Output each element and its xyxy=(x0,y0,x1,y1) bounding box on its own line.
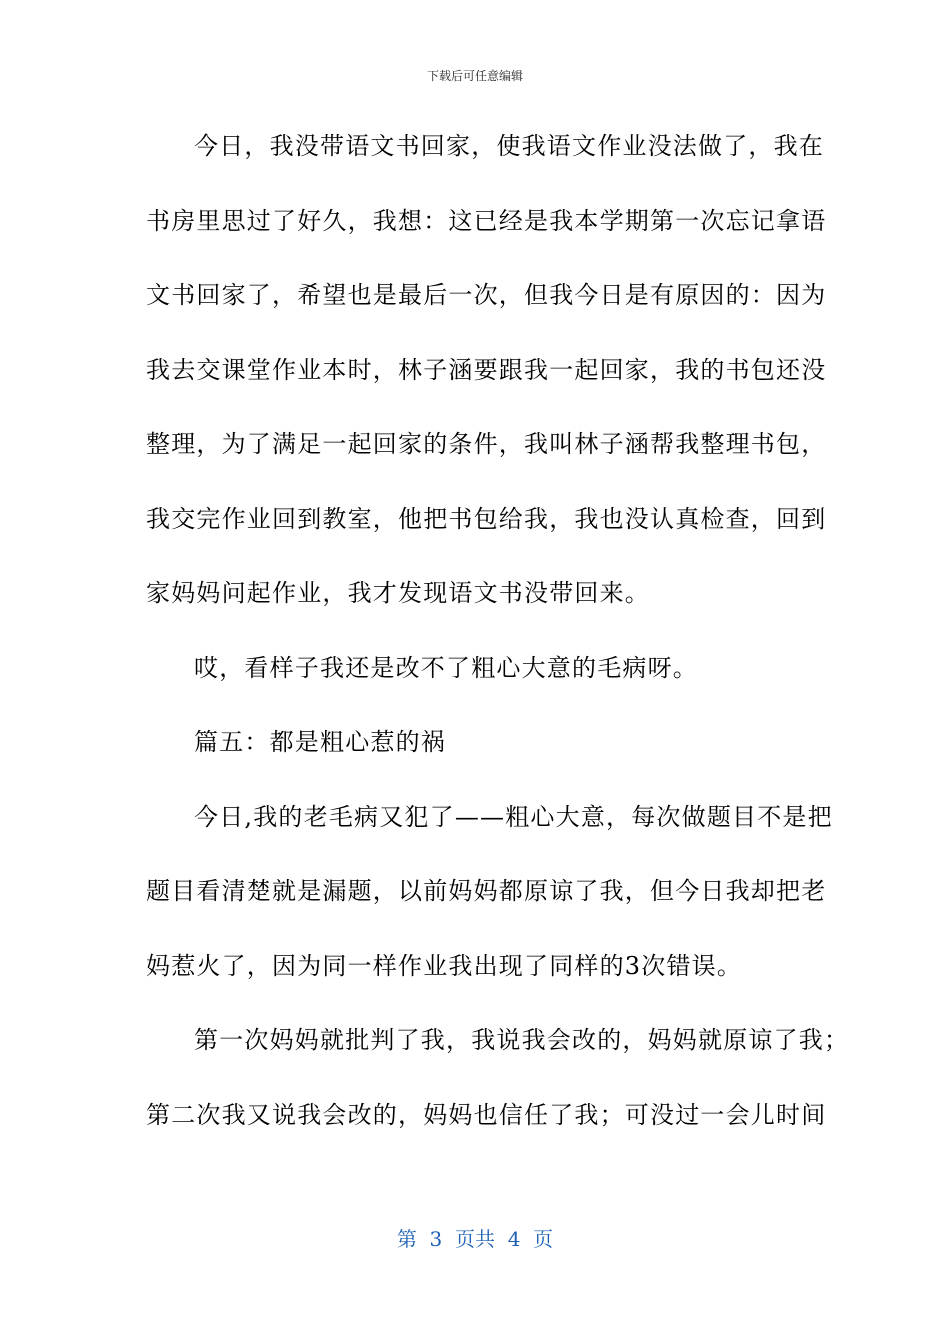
body-text-line: 妈惹火了，因为同一样作业我出现了同样的3次错误。 xyxy=(146,951,743,980)
body-text-line: 今日,我的老毛病又犯了——粗心大意，每次做题目不是把 xyxy=(194,802,833,831)
body-text-line: 篇五：都是粗心惹的祸 xyxy=(194,728,446,756)
body-text-line: 哎，看样子我还是改不了粗心大意的毛病呀。 xyxy=(194,653,698,682)
body-text-line: 第一次妈妈就批判了我，我说我会改的，妈妈就原谅了我； xyxy=(194,1026,850,1054)
body-text-line: 书房里思过了好久，我想：这已经是我本学期第一次忘记拿语 xyxy=(146,206,827,235)
document-body xyxy=(146,126,850,1169)
body-text-line: 我交完作业回到教室，他把书包给我，我也没认真检查，回到 xyxy=(146,504,827,533)
body-text-line: 家妈妈问起作业，我才发现语文书没带回来。 xyxy=(146,579,650,607)
body-text-line: 题目看清楚就是漏题，以前妈妈都原谅了我，但今日我却把老 xyxy=(146,877,827,905)
body-text-line: 今日，我没带语文书回家，使我语文作业没法做了，我在 xyxy=(194,132,824,160)
body-text-line: 我去交课堂作业本时，林子涵要跟我一起回家，我的书包还没 xyxy=(146,355,827,384)
page-number-footer: 第 3 页共 4 页 xyxy=(396,1227,554,1251)
body-text-line: 第二次我又说我会改的，妈妈也信任了我；可没过一会儿时间 xyxy=(146,1100,827,1129)
page-header-note: 下载后可任意编辑 xyxy=(426,69,523,83)
body-text-line: 文书回家了，希望也是最后一次，但我今日是有原因的：因为 xyxy=(146,281,827,309)
body-text-line: 整理，为了满足一起回家的条件，我叫林子涵帮我整理书包， xyxy=(146,430,827,458)
